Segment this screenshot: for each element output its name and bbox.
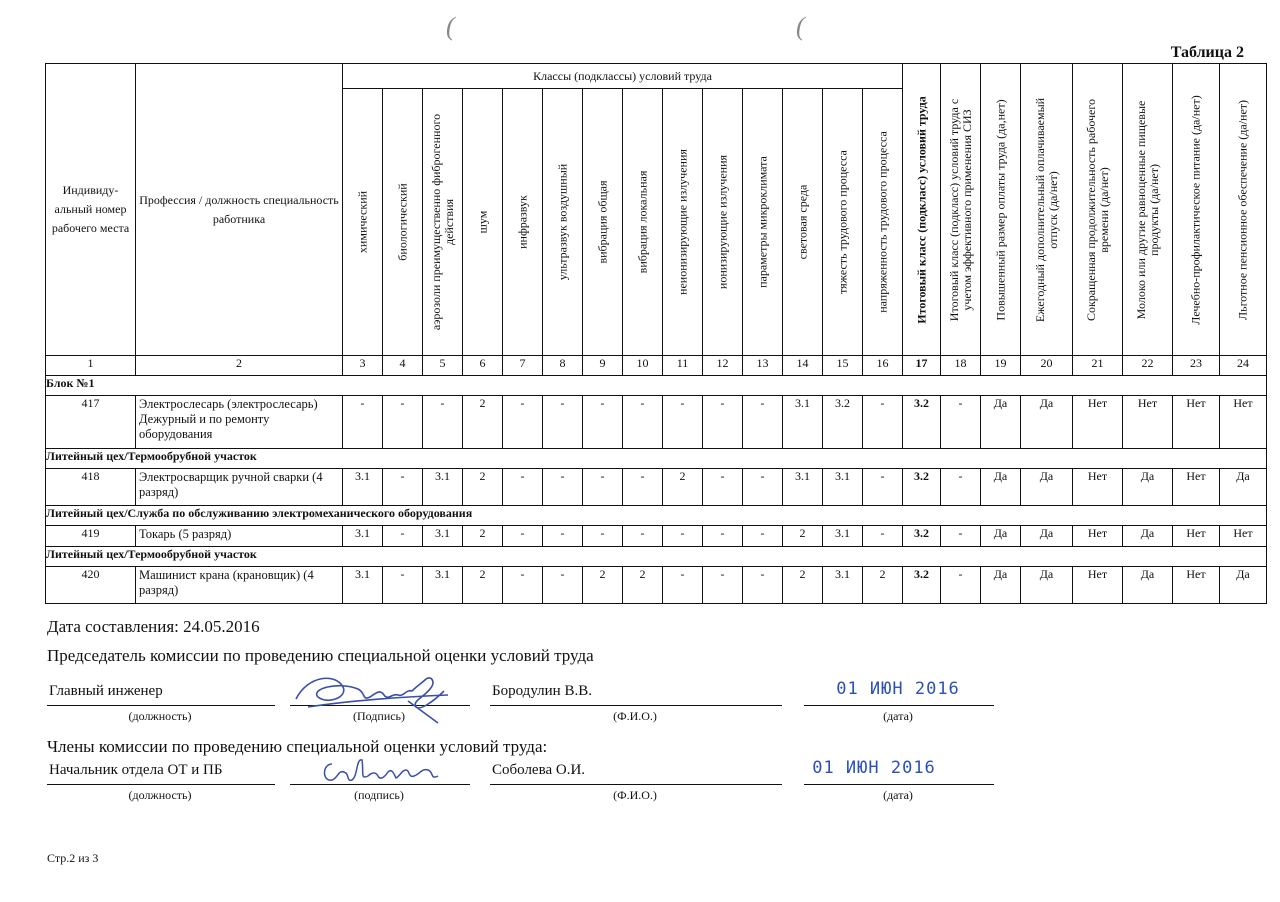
column-number: 15: [823, 356, 863, 376]
header-extra-vacation: Ежегодный дополнительный оплачиваемый отпуск (да/нет): [1021, 64, 1073, 356]
column-number: 11: [663, 356, 703, 376]
table-label: Таблица 2: [1170, 44, 1244, 61]
cell-value: 2: [783, 526, 823, 547]
cell-value: 2: [463, 396, 503, 449]
profession: Электрослесарь (электрослесарь) Дежурный и по ремонту оборудования: [136, 396, 343, 449]
cell-value: 3.2: [903, 469, 941, 506]
workplace-id: 419: [46, 526, 136, 547]
cell-value: Нет: [1173, 396, 1220, 449]
member-fio-caption: (Ф.И.О.): [613, 788, 657, 802]
section-title: Литейный цех/Термообрубной участок: [46, 547, 1267, 567]
cell-value: -: [503, 526, 543, 547]
cell-value: 2: [463, 469, 503, 506]
cell-value: -: [863, 526, 903, 547]
cell-value: Да: [981, 469, 1021, 506]
cell-value: Да: [1123, 567, 1173, 604]
cell-value: 3.1: [423, 526, 463, 547]
member-name: Соболева О.И.: [490, 762, 782, 785]
cell-value: 2: [583, 567, 623, 604]
member-signature-row: [0, 758, 1280, 802]
cell-value: -: [703, 526, 743, 547]
header-id-column: Индивиду-альный номер рабочего места: [46, 64, 136, 356]
chair-position-caption: (должность): [128, 709, 192, 723]
chair-name: Бородулин В.В.: [490, 683, 782, 706]
header-factor-infrasound: инфразвук: [503, 89, 543, 356]
header-final-class-siz: Итоговый класс (подкласс) условий труда с учетом эффективного применения СИЗ: [941, 64, 981, 356]
cell-value: -: [863, 469, 903, 506]
cell-value: -: [383, 567, 423, 604]
decor-mark-left: (: [446, 12, 455, 41]
cell-value: Да: [1123, 526, 1173, 547]
cell-value: -: [941, 396, 981, 449]
cell-value: -: [623, 526, 663, 547]
cell-value: Нет: [1073, 567, 1123, 604]
chair-date-stamp: 01 ИЮН 2016: [836, 679, 960, 699]
section-row: [46, 506, 1267, 526]
column-number: 10: [623, 356, 663, 376]
cell-value: -: [703, 396, 743, 449]
cell-value: -: [663, 567, 703, 604]
header-factor-nonionizing: неионизирующие излучения: [663, 89, 703, 356]
chair-fio-caption: (Ф.И.О.): [613, 709, 657, 723]
member-signature-caption: (подпись): [354, 788, 404, 802]
cell-value: -: [583, 469, 623, 506]
column-number: 6: [463, 356, 503, 376]
profession: Машинист крана (крановщик) (4 разряд): [136, 567, 343, 604]
cell-value: Да: [1021, 469, 1073, 506]
cell-value: Нет: [1173, 526, 1220, 547]
column-number: 18: [941, 356, 981, 376]
cell-value: Нет: [1073, 396, 1123, 449]
cell-value: -: [663, 526, 703, 547]
table-row: [46, 567, 1267, 604]
header-factor-vibration-local: вибрация локальная: [623, 89, 663, 356]
cell-value: 2: [623, 567, 663, 604]
header-pension: Льготное пенсионное обеспечение (да/нет): [1220, 64, 1267, 356]
cell-value: -: [583, 396, 623, 449]
cell-value: -: [543, 567, 583, 604]
chair-signature-caption: (Подпись): [352, 709, 406, 723]
cell-value: Нет: [1073, 469, 1123, 506]
cell-value: 2: [663, 469, 703, 506]
column-number: 22: [1123, 356, 1173, 376]
cell-value: 3.2: [903, 526, 941, 547]
table-row: [46, 396, 1267, 449]
cell-value: 2: [463, 526, 503, 547]
table-row: [46, 526, 1267, 547]
section-title: Литейный цех/Термообрубной участок: [46, 449, 1267, 469]
section-title: Литейный цех/Служба по обслуживанию электромеханического оборудования: [46, 506, 1267, 526]
profession: Электросварщик ручной сварки (4 разряд): [136, 469, 343, 506]
cell-value: 2: [463, 567, 503, 604]
cell-value: -: [941, 567, 981, 604]
cell-value: 3.1: [423, 469, 463, 506]
cell-value: Нет: [1220, 526, 1267, 547]
cell-value: -: [343, 396, 383, 449]
section-title: Блок №1: [46, 376, 1267, 396]
cell-value: -: [383, 469, 423, 506]
cell-value: -: [503, 469, 543, 506]
cell-value: -: [743, 396, 783, 449]
cell-value: -: [583, 526, 623, 547]
cell-value: -: [941, 526, 981, 547]
members-heading: Члены комиссии по проведению специальной оценки условий труда:: [47, 737, 548, 756]
header-factor-noise: шум: [463, 89, 503, 356]
chair-date-caption: (дата): [883, 709, 913, 723]
cell-value: 3.1: [783, 469, 823, 506]
cell-value: 3.1: [823, 526, 863, 547]
header-factor-biological: биологический: [383, 89, 423, 356]
cell-value: Нет: [1123, 396, 1173, 449]
cell-value: -: [383, 396, 423, 449]
header-profession-column: Профессия / должность специальность работника: [136, 64, 343, 356]
cell-value: -: [941, 469, 981, 506]
member-date-caption: (дата): [883, 788, 913, 802]
cell-value: 2: [783, 567, 823, 604]
date-line: Дата составления: 24.05.2016: [47, 617, 260, 636]
column-number: 5: [423, 356, 463, 376]
table-row: [46, 469, 1267, 506]
cell-value: 3.1: [343, 469, 383, 506]
cell-value: 3.1: [823, 469, 863, 506]
cell-value: -: [863, 396, 903, 449]
column-number: 9: [583, 356, 623, 376]
cell-value: -: [623, 469, 663, 506]
header-final-class: Итоговый класс (подкласс) условий труда: [903, 64, 941, 356]
header-factor-lighting: световая среда: [783, 89, 823, 356]
cell-value: Нет: [1173, 469, 1220, 506]
cell-value: Да: [1220, 567, 1267, 604]
column-number: 2: [136, 356, 343, 376]
workplace-id: 418: [46, 469, 136, 506]
column-number: 4: [383, 356, 423, 376]
cell-value: Да: [1220, 469, 1267, 506]
cell-value: Да: [981, 567, 1021, 604]
member-signature: [318, 754, 448, 788]
cell-value: Да: [1021, 567, 1073, 604]
column-number: 12: [703, 356, 743, 376]
cell-value: Нет: [1073, 526, 1123, 547]
profession: Токарь (5 разряд): [136, 526, 343, 547]
header-factor-severity: тяжесть трудового процесса: [823, 89, 863, 356]
cell-value: Нет: [1220, 396, 1267, 449]
section-row: [46, 449, 1267, 469]
cell-value: -: [503, 567, 543, 604]
column-number: 1: [46, 356, 136, 376]
column-number: 19: [981, 356, 1021, 376]
cell-value: -: [423, 396, 463, 449]
cell-value: 3.1: [783, 396, 823, 449]
section-row: [46, 547, 1267, 567]
member-date-stamp: 01 ИЮН 2016: [812, 758, 936, 778]
column-number: 20: [1021, 356, 1073, 376]
cell-value: -: [743, 526, 783, 547]
cell-value: -: [663, 396, 703, 449]
header-factor-intensity: напряженность трудового процесса: [863, 89, 903, 356]
work-conditions-table: [45, 63, 1267, 604]
decor-mark-right: (: [796, 12, 805, 41]
chair-signature-row: [0, 679, 1280, 723]
column-number: 17: [903, 356, 941, 376]
cell-value: -: [503, 396, 543, 449]
cell-value: Да: [981, 396, 1021, 449]
column-number: 13: [743, 356, 783, 376]
header-therapeutic-food: Лечебно-профилактическое питание (да/нет): [1173, 64, 1220, 356]
cell-value: -: [543, 526, 583, 547]
header-factor-ionizing: ионизирующие излучения: [703, 89, 743, 356]
column-number-row: [46, 356, 1267, 376]
cell-value: -: [543, 396, 583, 449]
cell-value: -: [743, 567, 783, 604]
member-position-caption: (должность): [128, 788, 192, 802]
cell-value: 3.1: [823, 567, 863, 604]
header-factor-aerosols: аэрозоли преимущественно фиброгенного действия: [423, 89, 463, 356]
cell-value: Да: [1021, 526, 1073, 547]
header-milk: Молоко или другие равноценные пищевые продукты (да/нет): [1123, 64, 1173, 356]
member-position: Начальник отдела ОТ и ПБ: [47, 762, 275, 785]
column-number: 8: [543, 356, 583, 376]
workplace-id: 417: [46, 396, 136, 449]
cell-value: 3.2: [903, 567, 941, 604]
cell-value: 3.1: [343, 567, 383, 604]
column-number: 21: [1073, 356, 1123, 376]
header-factor-vibration-general: вибрация общая: [583, 89, 623, 356]
chair-heading: Председатель комиссии по проведению специальной оценки условий труда: [47, 646, 594, 665]
cell-value: -: [743, 469, 783, 506]
cell-value: Да: [981, 526, 1021, 547]
column-number: 3: [343, 356, 383, 376]
column-number: 16: [863, 356, 903, 376]
cell-value: Нет: [1173, 567, 1220, 604]
cell-value: 3.1: [343, 526, 383, 547]
header-classes-group: Классы (подклассы) условий труда: [343, 64, 903, 89]
column-number: 14: [783, 356, 823, 376]
cell-value: -: [623, 396, 663, 449]
header-factor-chemical: химический: [343, 89, 383, 356]
header-factor-ultrasound: ультразвук воздушный: [543, 89, 583, 356]
header-reduced-hours: Сокращенная продолжительность рабочего времени (да/нет): [1073, 64, 1123, 356]
cell-value: 2: [863, 567, 903, 604]
cell-value: -: [543, 469, 583, 506]
column-number: 23: [1173, 356, 1220, 376]
cell-value: 3.2: [823, 396, 863, 449]
cell-value: -: [383, 526, 423, 547]
section-row: [46, 376, 1267, 396]
cell-value: -: [703, 469, 743, 506]
header-increased-pay: Повышенный размер оплаты труда (да,нет): [981, 64, 1021, 356]
chair-position: Главный инженер: [47, 683, 275, 706]
workplace-id: 420: [46, 567, 136, 604]
column-number: 7: [503, 356, 543, 376]
cell-value: 3.1: [423, 567, 463, 604]
header-factor-microclimate: параметры микроклимата: [743, 89, 783, 356]
page-number: Стр.2 из 3: [47, 851, 99, 865]
cell-value: 3.2: [903, 396, 941, 449]
cell-value: -: [703, 567, 743, 604]
cell-value: Да: [1021, 396, 1073, 449]
column-number: 24: [1220, 356, 1267, 376]
cell-value: Да: [1123, 469, 1173, 506]
